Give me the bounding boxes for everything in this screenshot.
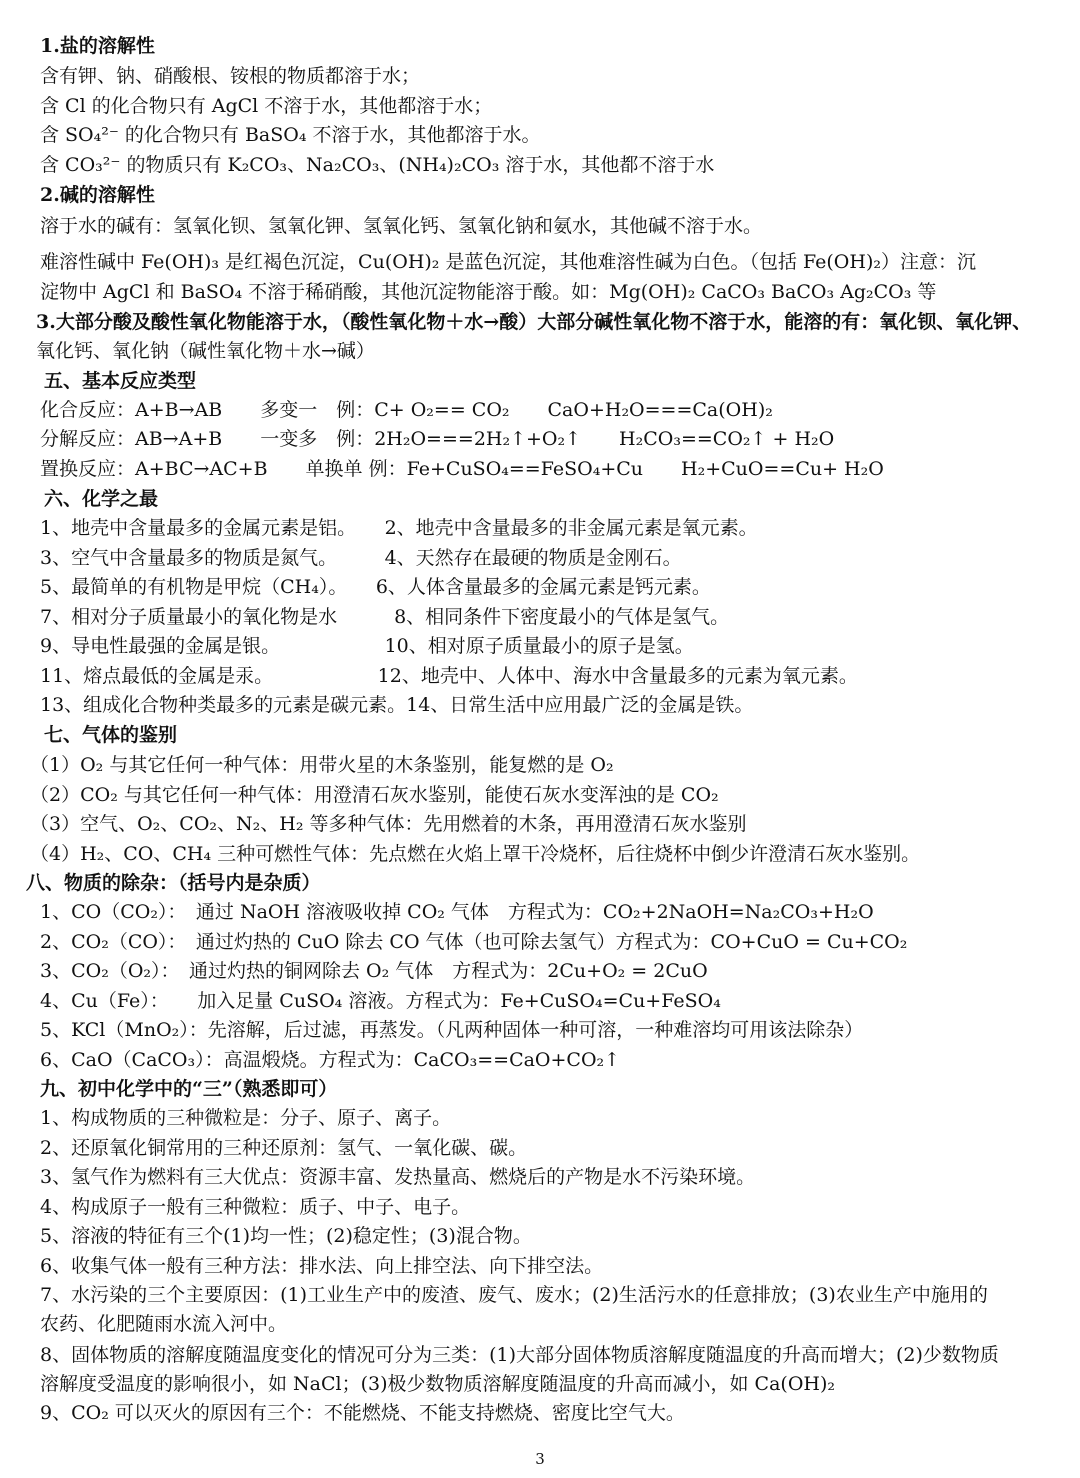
list-item: 1、构成物质的三种微粒是：分子、原子、离子。 [40, 1107, 452, 1129]
list-item: 6、收集气体一般有三种方法：排水法、向上排空法、向下排空法。 [40, 1255, 604, 1277]
text-line-acid-oxides: 3.大部分酸及酸性氧化物能溶于水，（酸性氧化物＋水→酸）大部分碱性氧化物不溶于水，能溶的有：氧化钡、氧化钾、 [36, 311, 1032, 333]
heading-impurity-removal: 八、物质的除杂：（括号内是杂质） [26, 872, 321, 894]
text-line: 溶于水的碱有：氢氧化钡、氢氧化钾、氢氧化钙、氢氧化钠和氨水，其他碱不溶于水。 [40, 215, 763, 237]
text-line: 氧化钙、氧化钠（碱性氧化物＋水→碱） [36, 340, 375, 362]
list-item: 4、Cu（Fe）： 加入足量 CuSO₄ 溶液。方程式为：Fe+CuSO₄=Cu+FeSO₄ [40, 990, 721, 1012]
text-line: 含 CO₃²⁻ 的物质只有 K₂CO₃、Na₂CO₃、(NH₄)₂CO₃ 溶于水，其他都不溶于水 [40, 154, 715, 176]
text-line: 含 Cl 的化合物只有 AgCl 不溶于水，其他都溶于水； [40, 95, 493, 117]
list-item: 5、KCl（MnO₂）：先溶解，后过滤，再蒸发。（凡两种固体一种可溶，一种难溶均可用该法除杂） [40, 1019, 864, 1041]
text-line: 含 SO₄²⁻ 的化合物只有 BaSO₄ 不溶于水，其他都溶于水。 [40, 124, 541, 146]
list-item: （4）H₂、CO、CH₄ 三种可燃性气体：先点燃在火焰上罩干冷烧杯，后往烧杯中倒少许澄清石灰水鉴别。 [30, 843, 921, 865]
heading-threes: 九、初中化学中的“三”（熟悉即可） [40, 1078, 338, 1100]
list-item: 9、CO₂ 可以灭火的原因有三个：不能燃烧、不能支持燃烧、密度比空气大。 [40, 1402, 685, 1424]
heading-reaction-types: 五、基本反应类型 [44, 370, 197, 392]
text-line: 含有钾、钠、硝酸根、铵根的物质都溶于水； [40, 65, 421, 87]
list-item: 1、CO（CO₂）： 通过 NaOH 溶液吸收掉 CO₂ 气体 方程式为：CO₂+2NaOH=Na₂CO₃+H₂O [40, 901, 874, 923]
list-item: （3）空气、O₂、CO₂、N₂、H₂ 等多种气体：先用燃着的木条，再用澄清石灰水鉴别 [30, 813, 747, 835]
list-item: （1）O₂ 与其它任何一种气体：用带火星的木条鉴别，能复燃的是 O₂ [30, 754, 614, 776]
heading-chemistry-superlatives: 六、化学之最 [44, 488, 159, 510]
text-line: 化合反应：A+B→AB 多变一 例：C+ O₂== CO₂ CaO+H₂O===Ca(OH)₂ [40, 399, 773, 421]
text-line: 农药、化肥随雨水流入河中。 [40, 1313, 288, 1335]
list-item: 5、溶液的特征有三个(1)均一性；(2)稳定性；(3)混合物。 [40, 1225, 532, 1247]
list-item: 8、固体物质的溶解度随温度变化的情况可分为三类：(1)大部分固体物质溶解度随温度的升高而增大；(2)少数物质 [40, 1344, 999, 1366]
list-item: 3、空气中含量最多的物质是氮气。 4、天然存在最硬的物质是金刚石。 [40, 547, 682, 569]
page-number: 3 [535, 1450, 545, 1468]
list-item: 5、最简单的有机物是甲烷（CH₄）。 6、人体含量最多的金属元素是钙元素。 [40, 576, 711, 598]
heading-gas-identification: 七、气体的鉴别 [44, 724, 178, 746]
list-item: 11、熔点最低的金属是汞。 12、地壳中、人体中、海水中含量最多的元素为氧元素。 [40, 665, 858, 687]
list-item: （2）CO₂ 与其它任何一种气体：用澄清石灰水鉴别，能使石灰水变浑浊的是 CO₂ [30, 784, 719, 806]
text-line: 分解反应：AB→A+B 一变多 例：2H₂O===2H₂↑+O₂↑ H₂CO₃==CO₂↑ + H₂O [40, 428, 835, 450]
list-item: 2、CO₂（CO）： 通过灼热的 CuO 除去 CO 气体（也可除去氢气）方程式为：CO+CuO = Cu+CO₂ [40, 931, 908, 953]
list-item: 2、还原氧化铜常用的三种还原剂：氢气、一氧化碳、碳。 [40, 1137, 528, 1159]
text-line: 溶解度受温度的影响很小，如 NaCl；(3)极少数物质溶解度随温度的升高而减小，如 Ca(OH)₂ [40, 1373, 836, 1395]
list-item: 3、CO₂（O₂）： 通过灼热的铜网除去 O₂ 气体 方程式为：2Cu+O₂ = 2CuO [40, 960, 708, 982]
list-item: 13、组成化合物种类最多的元素是碳元素。14、日常生活中应用最广泛的金属是铁。 [40, 694, 754, 716]
heading-salt-solubility: 1.盐的溶解性 [40, 35, 155, 57]
list-item: 4、构成原子一般有三种微粒：质子、中子、电子。 [40, 1196, 471, 1218]
text-line: 难溶性碱中 Fe(OH)₃ 是红褐色沉淀，Cu(OH)₂ 是蓝色沉淀，其他难溶性碱为白色。（包括 Fe(OH)₂）注意：沉 [40, 251, 976, 273]
text-line: 淀物中 AgCl 和 BaSO₄ 不溶于稀硝酸，其他沉淀物能溶于酸。如：Mg(OH)₂ CaCO₃ BaCO₃ Ag₂CO₃ 等 [40, 281, 937, 303]
list-item: 9、导电性最强的金属是银。 10、相对原子质量最小的原子是氢。 [40, 635, 694, 657]
list-item: 1、地壳中含量最多的金属元素是铝。 2、地壳中含量最多的非金属元素是氧元素。 [40, 517, 758, 539]
list-item: 7、相对分子质量最小的氧化物是水 8、相同条件下密度最小的气体是氢气。 [40, 606, 730, 628]
list-item: 3、氢气作为燃料有三大优点：资源丰富、发热量高、燃烧后的产物是水不污染环境。 [40, 1166, 756, 1188]
text-line: 置换反应：A+BC→AC+B 单换单 例：Fe+CuSO₄==FeSO₄+Cu H₂+CuO==Cu+ H₂O [40, 458, 884, 480]
list-item: 6、CaO（CaCO₃）：高温煅烧。方程式为：CaCO₃==CaO+CO₂↑ [40, 1049, 621, 1071]
heading-base-solubility: 2.碱的溶解性 [40, 184, 155, 206]
list-item: 7、水污染的三个主要原因：(1)工业生产中的废渣、废气、废水；(2)生活污水的任意排放；(3)农业生产中施用的 [40, 1284, 988, 1306]
